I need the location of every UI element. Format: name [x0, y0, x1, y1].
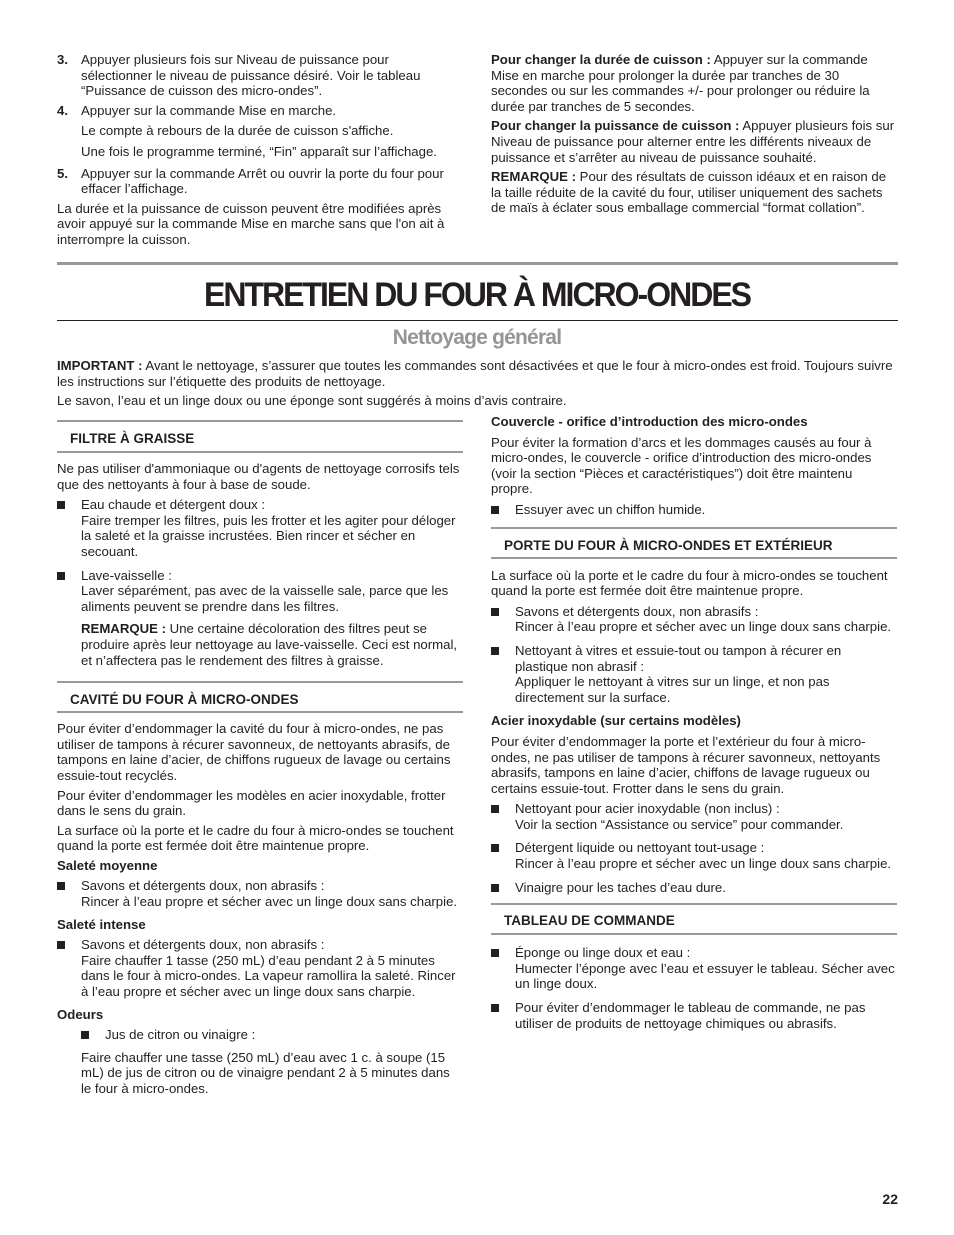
bullet-square-icon	[57, 572, 65, 580]
bullet-title: Nettoyant à vitres et essuie-tout ou tampon à récurer en plastique non abrasif :	[515, 642, 842, 674]
paragraph: Pour éviter d’endommager la cavité du four à micro-ondes, ne pas utiliser de tampons à récurer savonneux, de nettoyants abrasifs, de tampons en laine d’acier, de chiffons rugueux de lavage ou certains essuie-tout recyclés.	[57, 721, 451, 783]
bullet-title: Eau chaude et détergent doux :	[81, 497, 266, 513]
step-number: 4.	[57, 102, 68, 118]
subheading: Saleté intense	[57, 916, 146, 932]
bullet-title: Savons et détergents doux, non abrasifs :	[81, 937, 325, 953]
bullet-square-icon	[57, 882, 65, 890]
bold-label: Pour changer la durée de cuisson :	[491, 52, 711, 67]
bullet-item	[491, 945, 897, 992]
page-number: 22	[882, 1191, 898, 1207]
paragraph	[491, 118, 897, 165]
bullet-item	[491, 840, 897, 871]
bold-label: IMPORTANT :	[57, 358, 143, 373]
step-text: Appuyer plusieurs fois sur Niveau de puissance pour sélectionner le niveau de puissance désiré. Voir le tableau “Puissance de cuisson des micro-ondes”.	[81, 52, 421, 99]
bullet-item	[491, 880, 897, 896]
bullet-item	[491, 1000, 897, 1031]
paragraph: La durée et la puissance de cuisson peuvent être modifiées après avoir appuyé sur la commande Mise en marche sans que l'on ait à interrompre la cuisson.	[57, 200, 445, 247]
paragraph: Ne pas utiliser d'ammoniaque ou d'agents de nettoyage corrosifs tels que des nettoyants à four à base de soude.	[57, 461, 460, 492]
section-heading-tableau: TABLEAU DE COMMANDE	[491, 903, 897, 935]
section-heading-filtre: FILTRE À GRAISSE	[57, 420, 463, 453]
bullet-square-icon	[491, 884, 499, 892]
bullet-item	[491, 604, 897, 635]
bullet-title: Détergent liquide ou nettoyant tout-usage :	[515, 840, 765, 856]
top-right-column	[491, 52, 897, 216]
bold-label: REMARQUE :	[81, 621, 166, 637]
bullet-item	[57, 497, 463, 559]
bullet-text: Faire chauffer 1 tasse (250 mL) d’eau pendant 2 à 5 minutes dans le four à micro-ondes. La vapeur ramollira la saleté. Rincer à l’eau propre et sécher avec un linge doux sans charpie.	[81, 952, 456, 1000]
step-4	[57, 103, 463, 160]
top-left-column	[57, 52, 463, 248]
bold-label: REMARQUE :	[491, 169, 576, 185]
bullet-item	[491, 502, 897, 518]
paragraph: Faire chauffer une tasse (250 mL) d’eau avec 1 c. à soupe (15 mL) de jus de citron ou de vinaigre pendant 2 à 5 minutes dans le four à micro-ondes.	[81, 1049, 450, 1096]
text: Une certaine décoloration des filtres peut se produire après leur nettoyage au lave-vaisselle. Ceci est normal, et n’affectera pas le rendement des filtres à graisse.	[81, 621, 458, 668]
subheading: Acier inoxydable (sur certains modèles)	[491, 713, 741, 729]
bullet-text: Faire tremper les filtres, puis les frotter et les agiter pour déloger la saleté et la graisse incrustées. Bien rincer et sécher en secouant.	[81, 512, 456, 559]
paragraph	[57, 358, 899, 389]
step-text: Appuyer sur la commande Mise en marche.	[81, 102, 337, 118]
bullet-square-icon	[491, 805, 499, 813]
step-text: Appuyer sur la commande Arrêt ou ouvrir la porte du four pour effacer l’affichage.	[81, 165, 444, 197]
bullet-item	[57, 878, 463, 909]
bullet-title: Savons et détergents doux, non abrasifs :	[515, 603, 759, 619]
section-subtitle: Nettoyage général	[392, 326, 562, 349]
subheading: Saleté moyenne	[57, 857, 158, 873]
bullet-text: Pour éviter d’endommager le tableau de commande, ne pas utiliser de produits de nettoyage chimiques ou abrasifs.	[515, 1000, 866, 1031]
step-note: Une fois le programme terminé, “Fin” apparaît sur l’affichage.	[81, 143, 437, 159]
paragraph	[491, 52, 897, 114]
bullet-title: Savons et détergents doux, non abrasifs :	[81, 878, 325, 894]
paragraph: Le savon, l’eau et un linge doux ou une éponge sont suggérés à moins d’avis contraire.	[57, 393, 567, 409]
step-3	[57, 52, 463, 99]
bullet-item	[57, 1027, 463, 1043]
bullet-text: Rincer à l’eau propre et sécher avec un linge doux sans charpie.	[81, 894, 458, 910]
subheading: Odeurs	[57, 1006, 104, 1022]
bullet-square-icon	[81, 1031, 89, 1039]
title-rule-bottom	[57, 320, 898, 321]
paragraph: Pour éviter d’endommager les modèles en acier inoxydable, frotter dans le sens du grain.	[57, 787, 446, 819]
remarque	[81, 621, 463, 668]
bullet-square-icon	[57, 941, 65, 949]
step-number: 3.	[57, 52, 68, 67]
bold-label: Pour changer la puissance de cuisson :	[491, 118, 740, 134]
subheading: Couvercle - orifice d’introduction des micro-ondes	[491, 414, 808, 429]
bullet-text: Vinaigre pour les taches d’eau dure.	[515, 879, 726, 895]
bullet-item	[57, 937, 463, 999]
section-heading-cavite: CAVITÉ DU FOUR À MICRO-ONDES	[57, 681, 463, 713]
paragraph: Pour éviter d’endommager la porte et l’extérieur du four à micro-ondes, ne pas utiliser de tampons à récurer savonneux, nettoyants abrasifs, tampons en laine d’acier, chiffons de lavage rugueux ou certains essuie-tout. Frotter dans le sens du grain.	[491, 733, 881, 796]
bullet-square-icon	[491, 844, 499, 852]
bullet-text: Humecter l’éponge avec l’eau et essuyer le tableau. Sécher avec un linge doux.	[515, 960, 895, 992]
paragraph: La surface où la porte et le cadre du four à micro-ondes se touchent quand la porte est fermée doit être maintenue propre.	[491, 567, 888, 599]
bullet-square-icon	[491, 1004, 499, 1012]
bullet-text: Essuyer avec un chiffon humide.	[515, 501, 706, 517]
bullet-square-icon	[491, 608, 499, 616]
paragraph: Pour éviter la formation d’arcs et les dommages causés au four à micro-ondes, le couvercle - orifice d’introduction des micro-ondes (voir la section “Pièces et caractéristiques”) doit être maintenu propre.	[491, 434, 872, 497]
bullet-square-icon	[491, 647, 499, 655]
title-rule-top	[57, 262, 898, 265]
text: Appuyer sur la commande Mise en marche pour prolonger la durée par tranches de 30 secondes ou sur les commandes +/- pour prolonger ou réduire la durée par tranches de 5 secondes.	[491, 52, 870, 114]
bullet-title: Lave-vaisselle :	[81, 567, 172, 583]
bullet-item	[491, 643, 897, 705]
section-heading-porte: PORTE DU FOUR À MICRO-ONDES ET EXTÉRIEUR	[491, 527, 897, 559]
bullet-title: Jus de citron ou vinaigre :	[105, 1027, 256, 1043]
step-note: Le compte à rebours de la durée de cuisson s'affiche.	[81, 123, 394, 139]
step-5	[57, 166, 463, 197]
bullet-title: Nettoyant pour acier inoxydable (non inclus) :	[515, 801, 780, 817]
bullet-text: Appliquer le nettoyant à vitres sur un linge, et non pas directement sur la surface.	[515, 674, 830, 705]
bullet-text: Rincer à l’eau propre et sécher avec un linge doux sans charpie.	[515, 619, 892, 635]
bullet-text: Voir la section “Assistance ou service” pour commander.	[515, 816, 844, 832]
bullet-text: Laver séparément, pas avec de la vaisselle sale, parce que les aliments peuvent se prendre dans les filtres.	[81, 583, 449, 614]
page-title: ENTRETIEN DU FOUR À MICRO-ONDES	[204, 274, 750, 314]
bullet-square-icon	[57, 501, 65, 509]
step-number: 5.	[57, 165, 68, 181]
paragraph: La surface où la porte et le cadre du four à micro-ondes se touchent quand la porte est fermée doit être maintenue propre.	[57, 822, 454, 854]
right-column	[491, 414, 897, 1031]
bullet-square-icon	[491, 949, 499, 957]
text: Avant le nettoyage, s’assurer que toutes les commandes sont désactivées et que le four à micro-ondes est froid. Toujours suivre les instructions sur l’étiquette des produits de nettoyage.	[57, 358, 893, 389]
bullet-item	[57, 568, 463, 669]
bullet-square-icon	[491, 506, 499, 514]
bullet-item	[491, 801, 897, 832]
paragraph	[491, 169, 897, 216]
text: Pour des résultats de cuisson idéaux et en raison de la taille réduite de la cavité du four, utiliser uniquement des sachets de maïs à éclater sous emballage commercial “format collation”.	[491, 169, 887, 216]
left-column	[57, 420, 463, 1097]
bullet-title: Éponge ou linge doux et eau :	[515, 945, 691, 961]
text: Appuyer plusieurs fois sur Niveau de puissance pour alterner entre les différents niveaux de puissance et s’arrêter au niveau de puissance souhaité.	[491, 118, 895, 165]
intro	[57, 358, 899, 409]
bullet-text: Rincer à l’eau propre et sécher avec un linge doux sans charpie.	[515, 856, 892, 872]
